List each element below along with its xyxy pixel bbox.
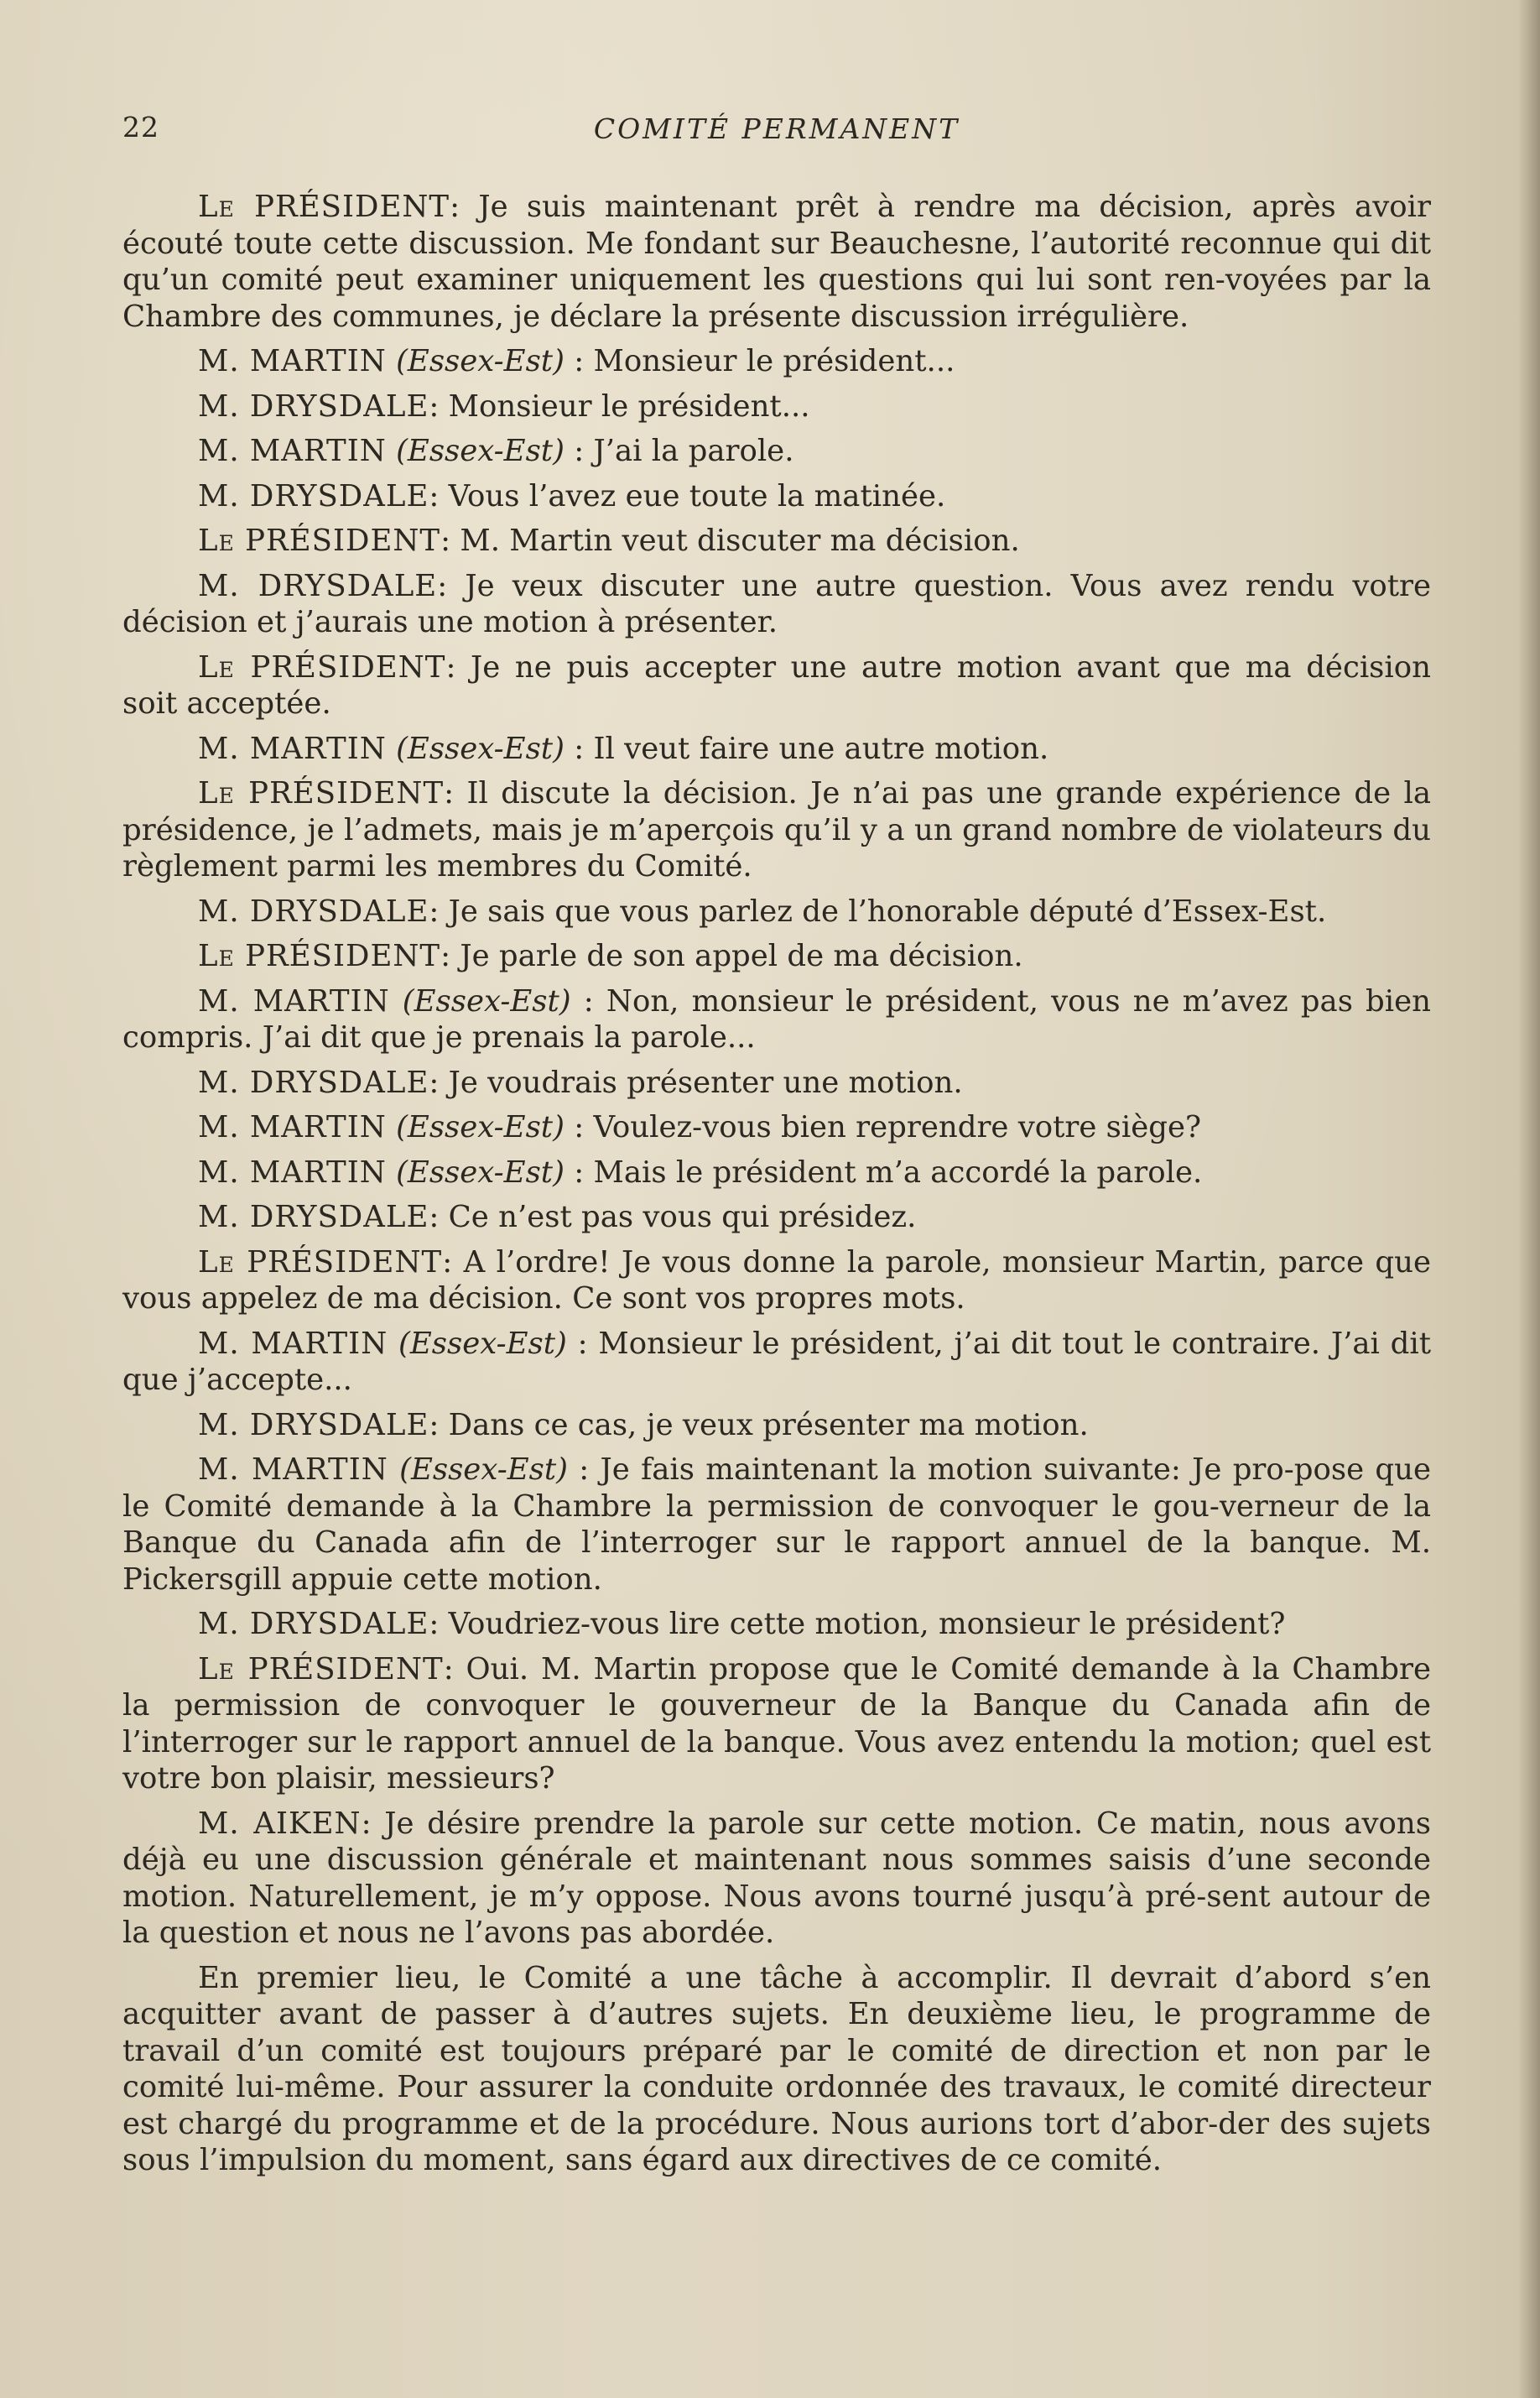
speaker-separator: : — [450, 190, 460, 224]
transcript-paragraph — [122, 189, 1431, 335]
transcript-paragraph — [122, 1960, 1431, 2179]
paragraph-text: Voudriez-vous lire cette motion, monsieur le président? — [439, 1607, 1286, 1641]
speaker-riding: (Essex-Est) — [396, 1155, 564, 1190]
transcript-paragraph — [122, 775, 1431, 885]
speaker-name: M. DRYSDALE — [198, 1607, 429, 1641]
transcript-paragraph — [122, 649, 1431, 722]
speaker-separator: : — [566, 1326, 588, 1361]
speaker-name: M. MARTIN — [198, 1155, 387, 1190]
paragraph-text: Je voudrais présenter une motion. — [439, 1065, 963, 1100]
speaker-name: M. MARTIN — [198, 1452, 388, 1487]
paragraph-text: A l’ordre! Je vous donne la parole, monsieur Martin, parce que vous appelez de ma décision. Ce sont vos propres mots. — [122, 1244, 1431, 1316]
speaker-separator: : — [443, 1651, 454, 1686]
transcript-paragraph — [122, 1651, 1431, 1797]
speaker-separator: : — [445, 649, 456, 685]
speaker-name: M. DRYSDALE — [198, 1065, 429, 1100]
speaker-name: M. DRYSDALE — [198, 388, 429, 424]
transcript-paragraph — [122, 1199, 1431, 1236]
speaker-riding: (Essex-Est) — [396, 1110, 564, 1144]
speaker-riding: (Essex-Est) — [402, 983, 571, 1019]
transcript-paragraph — [122, 1452, 1431, 1598]
speaker-name: M. MARTIN — [198, 731, 387, 766]
transcript-paragraph — [122, 343, 1431, 380]
speaker-name: M. DRYSDALE — [198, 1407, 429, 1442]
speaker-name: M. MARTIN — [198, 434, 387, 468]
speaker-separator: : — [440, 939, 451, 973]
paragraph-text: J’ai la parole. — [584, 434, 794, 468]
paragraph-text: Monsieur le président, j’ai dit tout le contraire. J’ai dit que j’accepte... — [122, 1326, 1431, 1397]
speaker-separator: : — [564, 1155, 585, 1190]
speaker-separator: : — [564, 1110, 585, 1144]
speaker-name: M. MARTIN — [198, 1326, 388, 1361]
speaker-riding: (Essex-Est) — [396, 344, 564, 378]
speaker-name: M. DRYSDALE — [198, 478, 429, 513]
speaker-riding: (Essex-Est) — [398, 1326, 567, 1361]
speaker-separator: : — [429, 478, 440, 513]
paragraph-text: Je désire prendre la parole sur cette motion. Ce matin, nous avons déjà eu une discussion générale et maintenant nous sommes saisis d’une seconde motion. Naturellement, je m’y oppose. Nous avons tourné jusqu’à pré-sent autour de la question et nous ne l’avons pas abordée. — [122, 1806, 1431, 1950]
speaker-separator: : — [564, 731, 585, 766]
running-head: COMITÉ PERMANENT — [593, 112, 960, 145]
speaker-name: Le PRÉSIDENT — [198, 190, 450, 224]
transcript-paragraph — [122, 983, 1431, 1056]
paragraph-text: Je sais que vous parlez de l’honorable député d’Essex-Est. — [439, 894, 1327, 929]
paragraph-text: Voulez-vous bien reprendre votre siège? — [584, 1110, 1202, 1144]
transcript-paragraph — [122, 1065, 1431, 1102]
transcript-paragraph — [122, 1606, 1431, 1643]
speaker-separator: : — [444, 776, 455, 811]
transcript-paragraph — [122, 731, 1431, 768]
speaker-riding: (Essex-Est) — [396, 434, 564, 468]
speaker-name: M. AIKEN — [198, 1806, 362, 1841]
paragraph-text: Mais le président m’a accordé la parole. — [584, 1155, 1203, 1190]
speaker-separator: : — [429, 388, 440, 424]
speaker-name: Le PRÉSIDENT — [198, 1244, 443, 1280]
transcript-paragraph — [122, 1806, 1431, 1952]
speaker-name: M. MARTIN — [198, 344, 387, 378]
speaker-name: Le PRÉSIDENT — [198, 776, 445, 811]
transcript-paragraph — [122, 433, 1431, 470]
speaker-separator: : — [429, 1065, 440, 1100]
paragraph-text: Je suis maintenant prêt à rendre ma décision, après avoir écouté toute cette discussion. Me fondant sur Beauchesne, l’autorité reconnue qui dit qu’un comité peut examiner uniquement les questions qui lui sont ren-voyées par la Chambre des communes, je déclare la présente discussion irrégulière. — [122, 190, 1431, 334]
speaker-name: Le PRÉSIDENT — [198, 939, 441, 973]
paragraph-text: Il veut faire une autre motion. — [584, 731, 1049, 766]
paragraph-text: En premier lieu, le Comité a une tâche à accomplir. Il devrait d’abord s’en acquitter avant de passer à d’autres sujets. En deuxième lieu, le programme de travail d’un comité est toujours préparé par le comité de direction et non par le comité lui-même. Pour assurer la conduite ordonnée des travaux, le comité directeur est chargé du programme et de la procédure. Nous aurions tort d’abor-der des sujets sous l’impulsion du moment, sans égard aux directives de ce comité. — [122, 1960, 1431, 2177]
speaker-name: Le PRÉSIDENT — [198, 649, 446, 685]
paragraph-text: Je fais maintenant la motion suivante: Je pro-pose que le Comité demande à la Chambre la permission de convoquer le gou-verneur de la Banque du Canada afin de l’interroger sur le rapport annuel de la banque. M. Pickersgill appuie cette motion. — [122, 1452, 1431, 1597]
speaker-name: M. DRYSDALE — [198, 568, 438, 603]
paragraph-text: Vous l’avez eue toute la matinée. — [439, 478, 946, 513]
speaker-separator: : — [361, 1806, 372, 1841]
paragraph-text: Je parle de son appel de ma décision. — [450, 939, 1023, 973]
speaker-separator: : — [437, 568, 448, 603]
transcript-paragraph — [122, 523, 1431, 560]
speaker-separator: : — [567, 1452, 590, 1487]
transcript-paragraph — [122, 1326, 1431, 1399]
speaker-separator: : — [564, 344, 585, 378]
paragraph-text: Monsieur le président... — [439, 388, 810, 424]
paragraph-text: Il discute la décision. Je n’ai pas une grande expérience de la présidence, je l’admets, mais je m’aperçois qu’il y a un grand nombre de violateurs du règlement parmi les membres du Comité. — [122, 776, 1431, 884]
paragraph-text: Dans ce cas, je veux présenter ma motion. — [439, 1407, 1089, 1442]
transcript-paragraph — [122, 568, 1431, 641]
speaker-separator: : — [440, 524, 451, 558]
speaker-riding: (Essex-Est) — [399, 1452, 568, 1487]
speaker-separator: : — [429, 1200, 440, 1234]
page-header — [122, 111, 1431, 158]
transcript-paragraph — [122, 388, 1431, 425]
paragraph-text: Je ne puis accepter une autre motion avant que ma décision soit acceptée. — [122, 649, 1431, 721]
transcript-paragraph — [122, 938, 1431, 975]
speaker-name: Le PRÉSIDENT — [198, 1651, 444, 1686]
paragraph-text: Oui. M. Martin propose que le Comité demande à la Chambre la permission de convoquer le gouverneur de la Banque du Canada afin de l’interroger sur le rapport annuel de la banque. Vous avez entendu la motion; quel est votre bon plaisir, messieurs? — [122, 1651, 1431, 1796]
speaker-separator: : — [442, 1244, 453, 1280]
speaker-separator: : — [570, 983, 594, 1019]
paragraph-text: Ce n’est pas vous qui présidez. — [439, 1200, 917, 1234]
speaker-riding: (Essex-Est) — [396, 731, 564, 766]
transcript-paragraph — [122, 894, 1431, 931]
speaker-separator: : — [429, 1607, 440, 1641]
speaker-name: M. MARTIN — [198, 983, 390, 1019]
speaker-separator: : — [564, 434, 585, 468]
speaker-separator: : — [429, 894, 440, 929]
page-edge-shadow — [1518, 0, 1540, 2398]
speaker-name: Le PRÉSIDENT — [198, 524, 441, 558]
paragraph-text: M. Martin veut discuter ma décision. — [450, 524, 1020, 558]
speaker-separator: : — [429, 1407, 440, 1442]
transcript-paragraph — [122, 1407, 1431, 1444]
speaker-name: M. DRYSDALE — [198, 1200, 429, 1234]
page-number: 22 — [122, 111, 159, 143]
speaker-name: M. DRYSDALE — [198, 894, 429, 929]
speaker-name: M. MARTIN — [198, 1110, 387, 1144]
paragraph-text: Monsieur le président... — [584, 344, 955, 378]
transcript-paragraph — [122, 478, 1431, 515]
paragraph-text: Je veux discuter une autre question. Vous avez rendu votre décision et j’aurais une motion à présenter. — [122, 568, 1431, 639]
transcript-paragraph — [122, 1109, 1431, 1146]
transcript-paragraph — [122, 1155, 1431, 1191]
paragraph-text: Non, monsieur le président, vous ne m’avez pas bien compris. J’ai dit que je prenais la parole... — [122, 983, 1431, 1055]
transcript-paragraph — [122, 1244, 1431, 1317]
transcript-body — [122, 189, 1431, 2187]
